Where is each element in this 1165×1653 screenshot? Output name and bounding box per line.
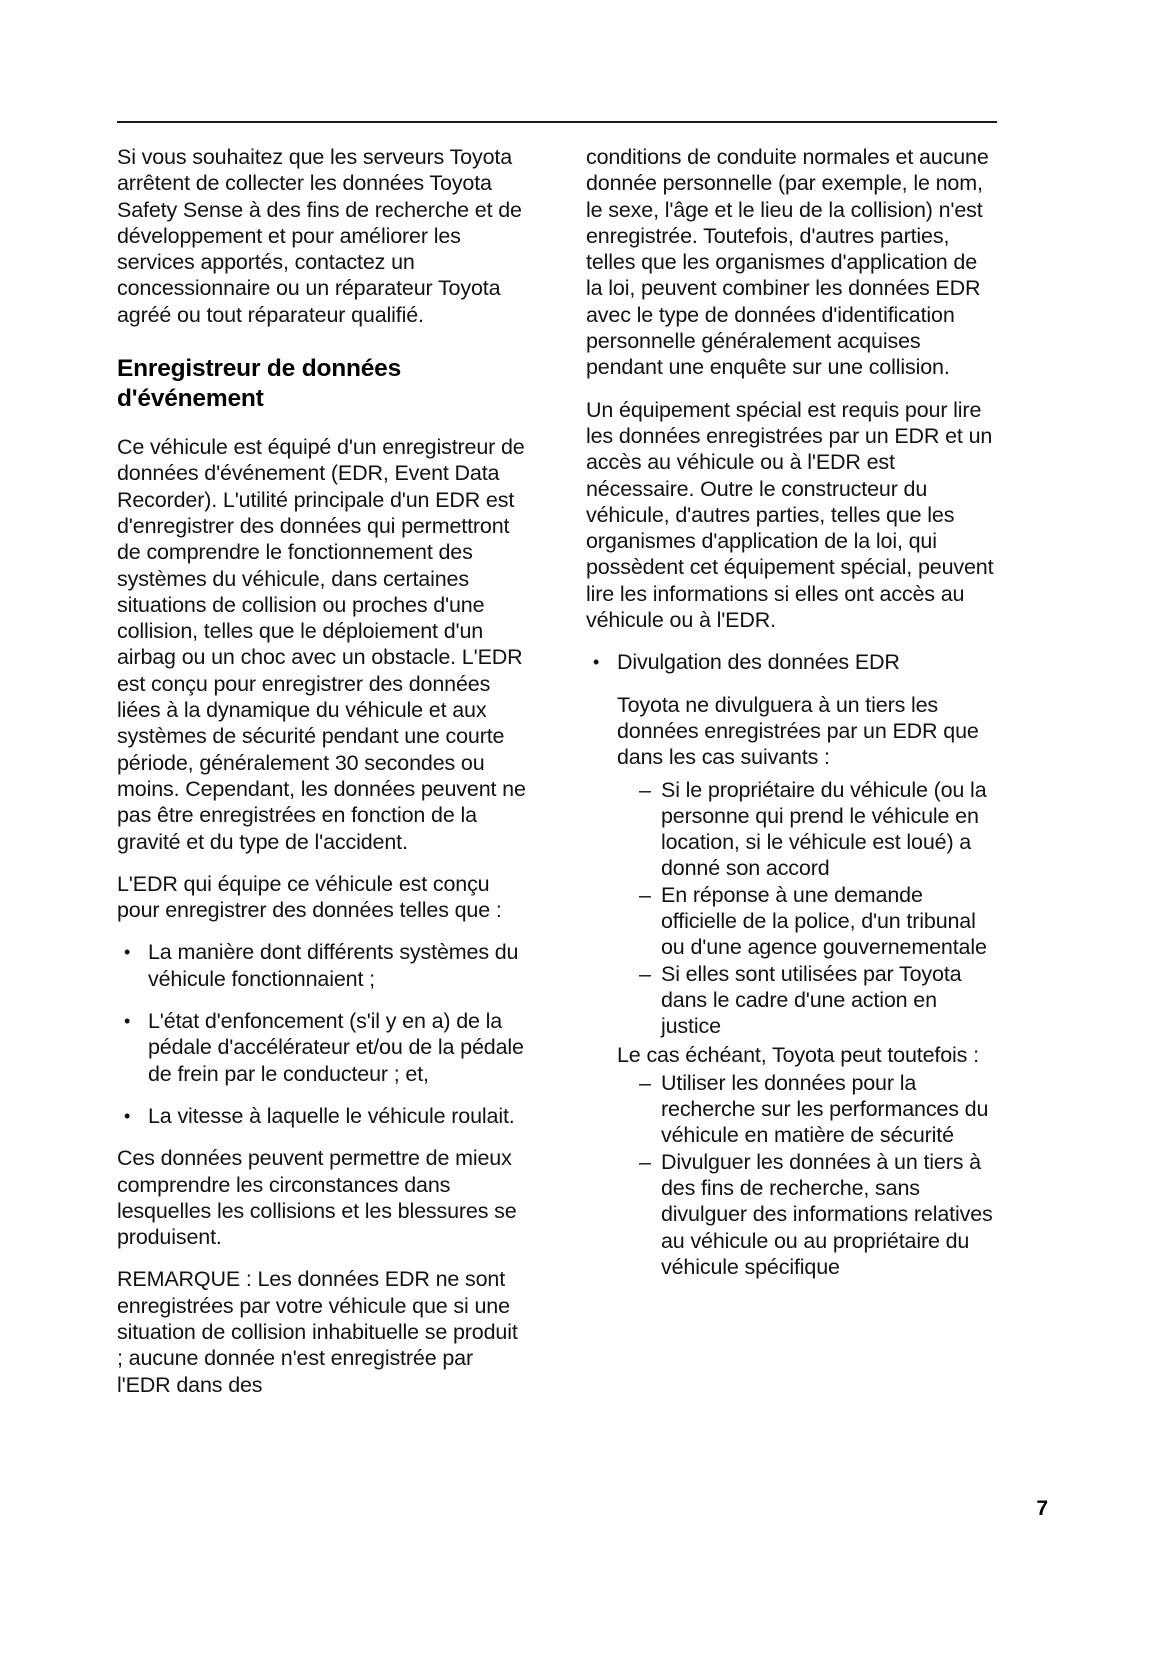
normal-conditions-paragraph: conditions de conduite normales et aucune donnée personnelle (par exemple, le nom, le sexe, l'âge et le lieu de la collision) n'est enregistrée. Toutefois, d'autres parties, telles que les organismes d'application de la loi, peuvent combiner les données EDR avec le type de données d'identification personnelle généralement acquises pendant une enquête sur une collision.: [586, 145, 989, 380]
intro-paragraph: Si vous souhaitez que les serveurs Toyota arrêtent de collecter les données Toyota Safety Sense à des fins de recherche et de développement et pour améliorer les services apportés, contactez un concessionnaire ou un réparateur Toyota agréé ou tout réparateur qualifié.: [117, 145, 522, 327]
disclosure-list: [586, 649, 997, 675]
disclosure-bullet-title: Divulgation des données EDR: [617, 650, 900, 675]
list-item: – Si le propriétaire du véhicule (ou la personne qui prend le véhicule en location, si le véhicule est loué) a donné son accord: [639, 777, 997, 882]
list-item: – Si elles sont utilisées par Toyota dans le cadre d'une action en justice: [639, 961, 997, 1040]
list-item: – En réponse à une demande officielle de la police, d'un tribunal ou d'une agence gouvernementale: [639, 882, 997, 961]
page-number: 7: [1036, 1497, 1048, 1520]
two-column-layout: [117, 144, 997, 1414]
list-item: • La manière dont différents systèmes du véhicule fonctionnaient ;: [117, 939, 528, 992]
exception-intro: Le cas échéant, Toyota peut toutefois :: [617, 1042, 979, 1067]
edr-records-intro-paragraph: L'EDR qui équipe ce véhicule est conçu pour enregistrer des données telles que :: [117, 871, 502, 923]
list-item: • L'état d'enfoncement (s'il y en a) de la pédale d'accélérateur et/ou de la pédale de frein par le conducteur ; et,: [117, 1008, 528, 1087]
disclosure-intro: Toyota ne divulguera à un tiers les données enregistrées par un EDR que dans les cas suivants :: [617, 692, 979, 770]
left-column: [117, 144, 528, 1414]
disclosure-details: [586, 692, 997, 1281]
list-item: – Utiliser les données pour la recherche sur les performances du véhicule en matière de sécurité: [639, 1070, 997, 1149]
edr-records-list: [117, 939, 528, 1129]
list-item: • La vitesse à laquelle le véhicule roulait.: [117, 1103, 528, 1129]
section-heading: Enregistreur de données d'événement: [117, 355, 402, 413]
edr-description-paragraph: Ce véhicule est équipé d'un enregistreur de données d'événement (EDR, Event Data Recorder). L'utilité principale d'un EDR est d'enregistrer des données qui permettront de comprendre le fonctionnement des systèmes du véhicule, dans certaines situations de collision ou proches d'une collision, telles que le déploiement d'un airbag ou un choc avec un obstacle. L'EDR est conçu pour enregistrer des données liées à la dynamique du véhicule et aux systèmes de sécurité pendant une courte période, généralement 30 secondes ou moins. Cependant, les données peuvent ne pas être enregistrées en fonction de la gravité et du type de l'accident.: [117, 435, 526, 854]
list-item: – Divulguer les données à un tiers à des fins de recherche, sans divulguer des informations relatives au véhicule ou au propriétaire du véhicule spécifique: [639, 1149, 997, 1280]
disclosure-cases-list: [617, 777, 997, 1040]
list-item: [586, 649, 997, 675]
remark-paragraph: REMARQUE : Les données EDR ne sont enregistrées par votre véhicule que si une situation de collision inhabituelle se produit ; aucune donnée n'est enregistrée par l'EDR dans des: [117, 1267, 518, 1397]
header-rule: [117, 121, 997, 123]
exception-cases-list: [617, 1070, 997, 1280]
right-column: [586, 144, 997, 1414]
understanding-paragraph: Ces données peuvent permettre de mieux comprendre les circonstances dans lesquelles les collisions et les blessures se produisent.: [117, 1146, 517, 1250]
special-equipment-paragraph: Un équipement spécial est requis pour lire les données enregistrées par un EDR et un accès au véhicule ou à l'EDR est nécessaire. Outre le constructeur du véhicule, d'autres parties, telles que les organismes d'application de la loi, qui possèdent cet équipement spécial, peuvent lire les informations si elles ont accès au véhicule ou à l'EDR.: [586, 397, 994, 633]
